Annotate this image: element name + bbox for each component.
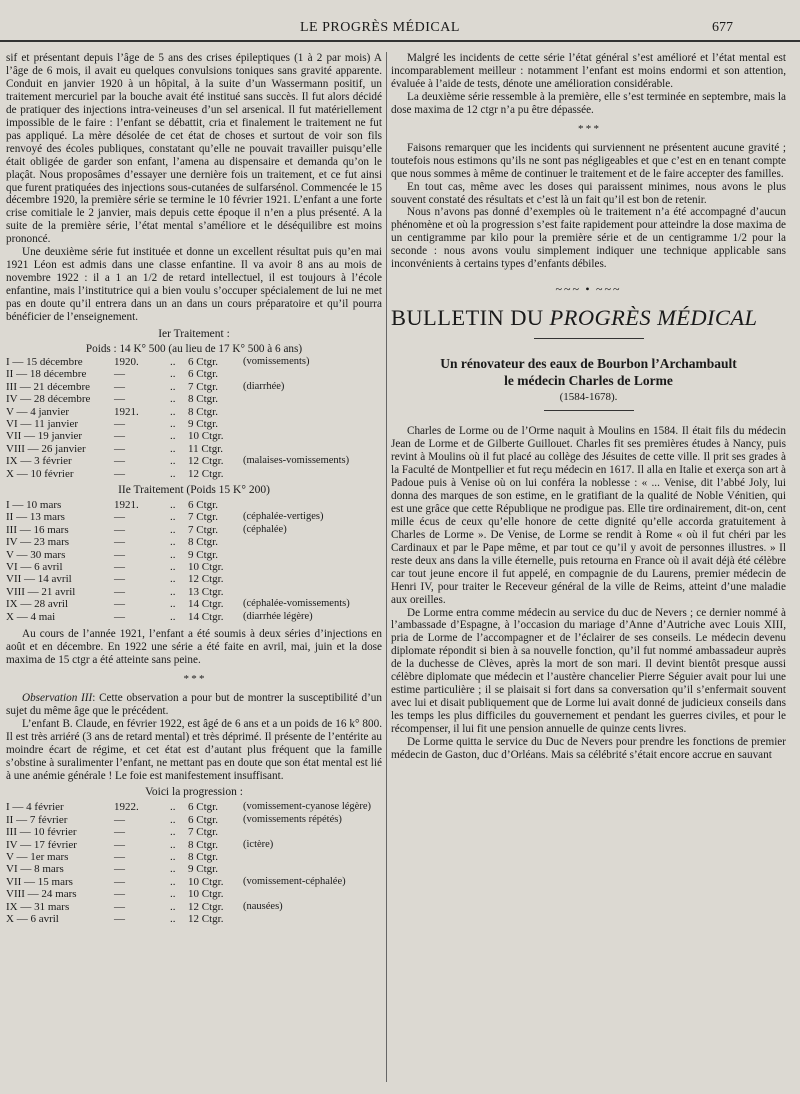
row-number-date: IX — 28 avril	[6, 598, 69, 611]
row-dose: 12 Ctgr.	[188, 573, 224, 586]
row-ditto: ..	[170, 430, 176, 443]
row-number-date: VIII — 26 janvier	[6, 442, 86, 455]
bulletin-rule	[534, 338, 644, 339]
row-dose: 6 Ctgr.	[188, 355, 218, 368]
row-year: —	[114, 455, 125, 468]
row-ditto: ..	[170, 548, 176, 561]
table-row	[6, 455, 382, 467]
row-number-date: X — 4 mai	[6, 610, 56, 623]
bulletin-heading-prefix: BULLETIN DU	[391, 305, 550, 331]
paragraph: Malgré les incidents de cette série l’état général s’est amélioré et l’état mental est incomparablement meilleur : notamment l’enfant est moins endormi et son attention, évaluée à l’aide de tests, dénote une amélioration considérable.	[391, 52, 786, 90]
row-dose: 14 Ctgr.	[188, 610, 224, 623]
table-row	[6, 430, 382, 442]
section-ornament: ~~~ • ~~~	[555, 282, 622, 297]
row-dose: 12 Ctgr.	[188, 467, 224, 480]
row-ditto: ..	[170, 913, 176, 926]
row-number-date: VII — 15 mars	[6, 875, 73, 888]
article-title-line-1: Un rénovateur des eaux de Bourbon l’Archambault	[440, 356, 737, 372]
table-row	[6, 381, 382, 393]
row-ditto: ..	[170, 560, 176, 573]
row-note	[243, 573, 382, 585]
running-title: LE PROGRÈS MÉDICAL	[300, 20, 460, 35]
paragraph: Au cours de l’année 1921, l’enfant a été soumis à deux séries d’injections en août et en décembre. En 1922 une série a été faite en avril, mai, juin et la dose maxima de 15 ctgr a été atteinte sans peine.	[6, 628, 382, 666]
row-ditto: ..	[170, 498, 176, 511]
table-row	[6, 418, 382, 430]
row-ditto: ..	[170, 813, 176, 826]
paragraph: La deuxième série ressemble à la première, elle s’est terminée en septembre, mais la dose maxima de 12 ctgr n’a pu être dépassée.	[391, 90, 786, 116]
treatment-1-weight: Poids : 14 K° 500 (au lieu de 17 K° 500 à 6 ans)	[85, 342, 303, 355]
row-ditto: ..	[170, 417, 176, 430]
row-note	[243, 499, 382, 511]
table-row	[6, 888, 382, 900]
header-rule	[0, 40, 800, 42]
row-dose: 8 Ctgr.	[188, 536, 218, 549]
row-year: —	[114, 888, 125, 901]
table-row	[6, 598, 382, 610]
row-year: —	[114, 610, 125, 623]
paragraph: sif et présentant depuis l’âge de 5 ans des crises épileptiques (1 à 2 par mois) A l’âge de 6 mois, il avait eu quelques convulsions toniques sans gravité apparente. Conduit en janvier 1920 à un hôpital, à la suite d’un Wassermann positif, un traitement mercuriel par la bouche avait été institué sans succès. Il fut alors décidé de pratiquer des injections intra-veineuses d’un sel arsenical. Il fut matériellement impossible de le faire : l’enfant se débattit, cria et finalement le traitement ne fut pas appliqué. La mère désolée de cet état de choses et surtout de voir son fils renvoyé des écoles publiques, constatant qu’elle ne pouvait travailler puisqu’elle était obligée de garder son enfant, l’amena au dispensaire et demanda qu’on le plaçât. Nous proposâmes d’essayer une dernière fois un traitement, et ce fut ainsi que furent pratiquées des injections sous-cutanées de sulfarsénol. Commencée le 15 décembre 1920, la première série se termine le 10 février 1921. L’enfant a une forte crise comitiale le 2 janvier, mais depuis cette époque il n’en a plus présenté. A la suite de la première série, l’état mental s’améliore et le déséquilibre est moins prononcé.	[6, 52, 382, 246]
observation-text: : Cette observation a pour but de montrer la susceptibilité d’un sujet du même âge que le précédent.	[6, 691, 382, 717]
row-year: —	[114, 560, 125, 573]
row-dose: 9 Ctgr.	[188, 863, 218, 876]
row-dose: 6 Ctgr.	[188, 368, 218, 381]
row-number-date: I — 15 décembre	[6, 355, 83, 368]
paragraph: De Lorme entra comme médecin au service du duc de Nevers ; ce dernier nommé à l’ambassade d’Espagne, à l’occasion du mariage d’Anne d’Autriche avec Louis XIII, pria de Lorme de l’accompagner et de l’éclairer de ses conseils. Le médecin devenu diplomate répondit si bien à sa nouvelle fonction, qu’il fut nommé ambassadeur auprès de la duchesse de Clèves, après la mort de son mari. Il devint bientôt presque aussi célèbre diplomate que médecin et l’austère chancelier Pierre Séguier avait pour lui une estime particulière ; il se plaisait si fort dans sa conversation qu’il s’enfermait souvent avec lui et disait publiquement que de Lorme lui avait donné de judicieux conseils dans les temps les plus difficiles du gouvernement et pendant les guerres civiles, et pour le récompenser, il lui fit une pension annuelle de quinze cents livres.	[391, 606, 786, 736]
row-dose: 10 Ctgr.	[188, 430, 224, 443]
paragraph: L’enfant B. Claude, en février 1922, est âgé de 6 ans et a un poids de 16 k° 800. Il est très arriéré (3 ans de retard mental) et très déprimé. Il présente de l’entérite au moindre écart de régime, et cet état est d’autant plus fréquent que la famille s’obstine à suralimenter l’enfant, ne mettant pas en doute que son état mental est lié à une anémie générale ! Le foie est manifestement insuffisant.	[6, 717, 382, 782]
row-year: 1921.	[114, 405, 139, 418]
table-row	[6, 839, 382, 851]
row-year: —	[114, 875, 125, 888]
row-year: —	[114, 838, 125, 851]
table-row	[6, 826, 382, 838]
row-note	[243, 888, 382, 900]
row-note: (vomissement-cyanose légère)	[243, 801, 371, 813]
row-year: —	[114, 380, 125, 393]
treatment-1-table	[6, 356, 382, 480]
row-number-date: II — 7 février	[6, 813, 68, 826]
row-note	[243, 368, 382, 380]
observation-paragraph	[6, 692, 382, 718]
row-dose: 8 Ctgr.	[188, 405, 218, 418]
row-ditto: ..	[170, 455, 176, 468]
row-dose: 10 Ctgr.	[188, 560, 224, 573]
row-year: 1920.	[114, 355, 139, 368]
row-note: (céphalée-vertiges)	[243, 511, 324, 523]
row-dose: 9 Ctgr.	[188, 548, 218, 561]
row-ditto: ..	[170, 610, 176, 623]
row-number-date: VII — 19 janvier	[6, 430, 83, 443]
row-number-date: VII — 14 avril	[6, 573, 72, 586]
treatment-2-table	[6, 499, 382, 623]
paragraph: Une deuxième série fut instituée et donne un excellent résultat puis qu’en mai 1921 Léon est admis dans une classe enfantine. Il va avoir 8 ans au mois de novembre 1922 : il a 1 an 1/2 de retard intellectuel, il est toujours à l’école enfantine, mais l’institutrice qui a bien voulu s’occuper spécialement de lui ne met pas en doute qu’il entrera dans un an dans un cours préparatoire et qu’il pourra bénéficier de l’enseignement.	[6, 246, 382, 324]
row-dose: 10 Ctgr.	[188, 875, 224, 888]
row-year: —	[114, 393, 125, 406]
table-row	[6, 549, 382, 561]
table-row	[6, 443, 382, 455]
row-note	[243, 851, 382, 863]
table-row	[6, 586, 382, 598]
article-title-line-2: le médecin Charles de Lorme	[504, 373, 673, 389]
row-ditto: ..	[170, 380, 176, 393]
bulletin-heading-journal: PROGRÈS MÉDICAL	[549, 305, 758, 331]
row-dose: 6 Ctgr.	[188, 801, 218, 814]
row-year: —	[114, 851, 125, 864]
row-ditto: ..	[170, 826, 176, 839]
row-note: (ictère)	[243, 838, 274, 850]
row-year: —	[114, 900, 125, 913]
table-row	[6, 561, 382, 573]
table-row	[6, 901, 382, 913]
row-ditto: ..	[170, 523, 176, 536]
paragraph: Faisons remarquer que les incidents qui surviennent ne présentent aucune gravité ; toutefois nous estimons qu’ils ne sont pas négligeables et que c’est en en tenant compte que nous sommes à même de continuer le traitement et de le faire accepter des familles.	[391, 141, 786, 180]
right-column	[391, 52, 786, 762]
row-number-date: V — 30 mars	[6, 548, 66, 561]
bulletin-heading	[391, 304, 786, 332]
table-row	[6, 468, 382, 480]
row-note	[243, 536, 382, 548]
table-row	[6, 801, 382, 813]
table-row	[6, 393, 382, 405]
row-number-date: III — 10 février	[6, 826, 77, 839]
row-ditto: ..	[170, 863, 176, 876]
table-row	[6, 536, 382, 548]
row-note	[243, 393, 382, 405]
row-note	[243, 549, 382, 561]
row-number-date: II — 13 mars	[6, 511, 65, 524]
row-year: —	[114, 863, 125, 876]
row-year: 1921.	[114, 498, 139, 511]
row-dose: 9 Ctgr.	[188, 417, 218, 430]
row-note: (malaises-vomissements)	[243, 455, 350, 467]
paragraph: De Lorme quitta le service du Duc de Nevers pour prendre les fonctions de premier médecin de Gaston, duc d’Orléans. Mais sa célébrité s’était encore accrue en sauvant	[391, 736, 786, 761]
row-ditto: ..	[170, 442, 176, 455]
observation-label: Observation III	[22, 691, 93, 704]
treatment-2-title: IIe Traitement (Poids 15 K° 200)	[118, 483, 270, 496]
row-dose: 12 Ctgr.	[188, 900, 224, 913]
asterism: * * *	[578, 122, 599, 135]
row-year: —	[114, 511, 125, 524]
row-ditto: ..	[170, 585, 176, 598]
row-number-date: IX — 3 février	[6, 455, 72, 468]
progression-title: Voici la progression :	[145, 786, 243, 799]
paragraph: Nous n’avons pas donné d’exemples où le traitement n’a été accompagné d’aucun phénomène et où la progression s’est faite rapidement pour atteindre la dose maxima de un centigramme par kilo pour la première série et de un centigramme 1/2 pour la seconde : nous avons voulu simplement indiquer une technique applicable sans inconvénients à certains types d’enfants débiles.	[391, 206, 786, 271]
row-number-date: III — 21 décembre	[6, 380, 90, 393]
table-row	[6, 876, 382, 888]
row-number-date: X — 10 février	[6, 467, 74, 480]
row-number-date: VI — 8 mars	[6, 863, 64, 876]
row-note: (vomissements)	[243, 355, 310, 367]
row-number-date: VI — 6 avril	[6, 560, 63, 573]
row-year: —	[114, 585, 125, 598]
row-number-date: VI — 11 janvier	[6, 417, 78, 430]
row-ditto: ..	[170, 511, 176, 524]
row-number-date: I — 4 février	[6, 801, 64, 814]
row-note	[243, 863, 382, 875]
row-number-date: I — 10 mars	[6, 498, 62, 511]
table-row	[6, 851, 382, 863]
row-dose: 11 Ctgr.	[188, 442, 224, 455]
row-number-date: V — 1er mars	[6, 851, 69, 864]
row-note	[243, 586, 382, 598]
row-dose: 7 Ctgr.	[188, 511, 218, 524]
row-number-date: IX — 31 mars	[6, 900, 70, 913]
row-note: (céphalée-vomissements)	[243, 598, 350, 610]
table-row	[6, 356, 382, 368]
row-note	[243, 406, 382, 418]
row-ditto: ..	[170, 368, 176, 381]
row-year: —	[114, 417, 125, 430]
table-row	[6, 511, 382, 523]
row-ditto: ..	[170, 900, 176, 913]
row-dose: 6 Ctgr.	[188, 498, 218, 511]
row-ditto: ..	[170, 801, 176, 814]
row-note	[243, 443, 382, 455]
page-number: 677	[712, 20, 733, 35]
table-row	[6, 611, 382, 623]
row-year: —	[114, 826, 125, 839]
row-number-date: V — 4 janvier	[6, 405, 70, 418]
row-ditto: ..	[170, 405, 176, 418]
table-row	[6, 524, 382, 536]
row-ditto: ..	[170, 536, 176, 549]
row-year: —	[114, 442, 125, 455]
row-number-date: VIII — 24 mars	[6, 888, 77, 901]
table-row	[6, 499, 382, 511]
table-row	[6, 863, 382, 875]
row-dose: 10 Ctgr.	[188, 888, 224, 901]
column-divider	[386, 52, 387, 1082]
row-dose: 14 Ctgr.	[188, 598, 224, 611]
row-note	[243, 418, 382, 430]
table-row	[6, 573, 382, 585]
row-year: —	[114, 368, 125, 381]
row-note: (vomissement-céphalée)	[243, 875, 346, 887]
table-row	[6, 368, 382, 380]
row-note: (céphalée)	[243, 523, 287, 535]
row-note	[243, 826, 382, 838]
row-number-date: IV — 23 mars	[6, 536, 70, 549]
row-number-date: IV — 17 février	[6, 838, 77, 851]
row-dose: 7 Ctgr.	[188, 380, 218, 393]
row-note	[243, 913, 382, 925]
row-year: —	[114, 813, 125, 826]
row-note: (nausées)	[243, 900, 283, 912]
row-dose: 12 Ctgr.	[188, 455, 224, 468]
row-note	[243, 468, 382, 480]
row-year: —	[114, 913, 125, 926]
row-ditto: ..	[170, 598, 176, 611]
asterism: * * *	[183, 672, 205, 685]
row-ditto: ..	[170, 355, 176, 368]
row-note	[243, 430, 382, 442]
article-dates: (1584-1678).	[559, 391, 618, 404]
row-ditto: ..	[170, 875, 176, 888]
row-number-date: VIII — 21 avril	[6, 585, 76, 598]
row-dose: 7 Ctgr.	[188, 523, 218, 536]
article-rule	[544, 410, 634, 411]
row-year: —	[114, 536, 125, 549]
row-ditto: ..	[170, 393, 176, 406]
row-dose: 8 Ctgr.	[188, 838, 218, 851]
left-column	[6, 52, 382, 926]
row-note: (diarrhée légère)	[243, 610, 313, 622]
row-note: (diarrhée)	[243, 380, 285, 392]
row-number-date: IV — 28 décembre	[6, 393, 91, 406]
table-row	[6, 406, 382, 418]
row-dose: 8 Ctgr.	[188, 393, 218, 406]
row-year: 1922.	[114, 801, 139, 814]
treatment-1-title: Ier Traitement :	[158, 328, 230, 341]
row-ditto: ..	[170, 838, 176, 851]
row-note: (vomissements répétés)	[243, 813, 342, 825]
row-year: —	[114, 548, 125, 561]
row-ditto: ..	[170, 467, 176, 480]
row-ditto: ..	[170, 851, 176, 864]
paragraph: En tout cas, même avec les doses qui paraissent minimes, nous avons le plus souvent constaté des résultats et c’est là un fait qu’il est bon de retenir.	[391, 180, 786, 206]
row-year: —	[114, 430, 125, 443]
table-row	[6, 913, 382, 925]
row-year: —	[114, 523, 125, 536]
row-number-date: X — 6 avril	[6, 913, 59, 926]
page-header	[0, 0, 800, 44]
row-dose: 6 Ctgr.	[188, 813, 218, 826]
row-dose: 12 Ctgr.	[188, 913, 224, 926]
row-number-date: II — 18 décembre	[6, 368, 87, 381]
paragraph: Charles de Lorme ou de l’Orme naquit à Moulins en 1584. Il était fils du médecin Jean de Lorme et de Gilberte Guillouet. Charles fit ses premières études à Nancy, puis revint à Moulins où il fut placé au collège des Jésuites de cette ville. Il prit ses grades à la Faculté de Montpellier et fut reçu médecin en 1617. Il alla en Italie et exerça son art à Padoue puis à Venise où on lui conféra la noblesse : « ... Venise, dit l’abbé Joly, lui donna des marques de son estime, en le gratifiant de la qualité de Noble Vénitien, qui est une grâce que cette République ne prodigue pas. Elle tire ordinairement, dit-on, cent mille écus de ceux qu’elle honore de cette dignité qu’elle accorda gratuitement à Charles de Lorme ». De Venise, de Lorme se rendit à Rome « où il fut chéri par les Cardinaux et par le Pape même, et par tout ce qu’il y avoit de personnes illustres. » Il reste deux ans dans la ville éternelle, puis retourna en France où il avait déjà été célèbre car tout jeune encore il fut appelé, en compagnie de du Laurens, premier médecin de Henri IV, pour traiter le Receveur général de la ville de Reims, atteint d’une maladie aux oreilles.	[391, 425, 786, 606]
row-dose: 13 Ctgr.	[188, 585, 224, 598]
row-year: —	[114, 573, 125, 586]
row-note	[243, 561, 382, 573]
row-year: —	[114, 467, 125, 480]
row-year: —	[114, 598, 125, 611]
row-dose: 8 Ctgr.	[188, 851, 218, 864]
table-row	[6, 814, 382, 826]
row-ditto: ..	[170, 888, 176, 901]
progression-table	[6, 801, 382, 925]
row-number-date: III — 16 mars	[6, 523, 69, 536]
row-ditto: ..	[170, 573, 176, 586]
row-dose: 7 Ctgr.	[188, 826, 218, 839]
